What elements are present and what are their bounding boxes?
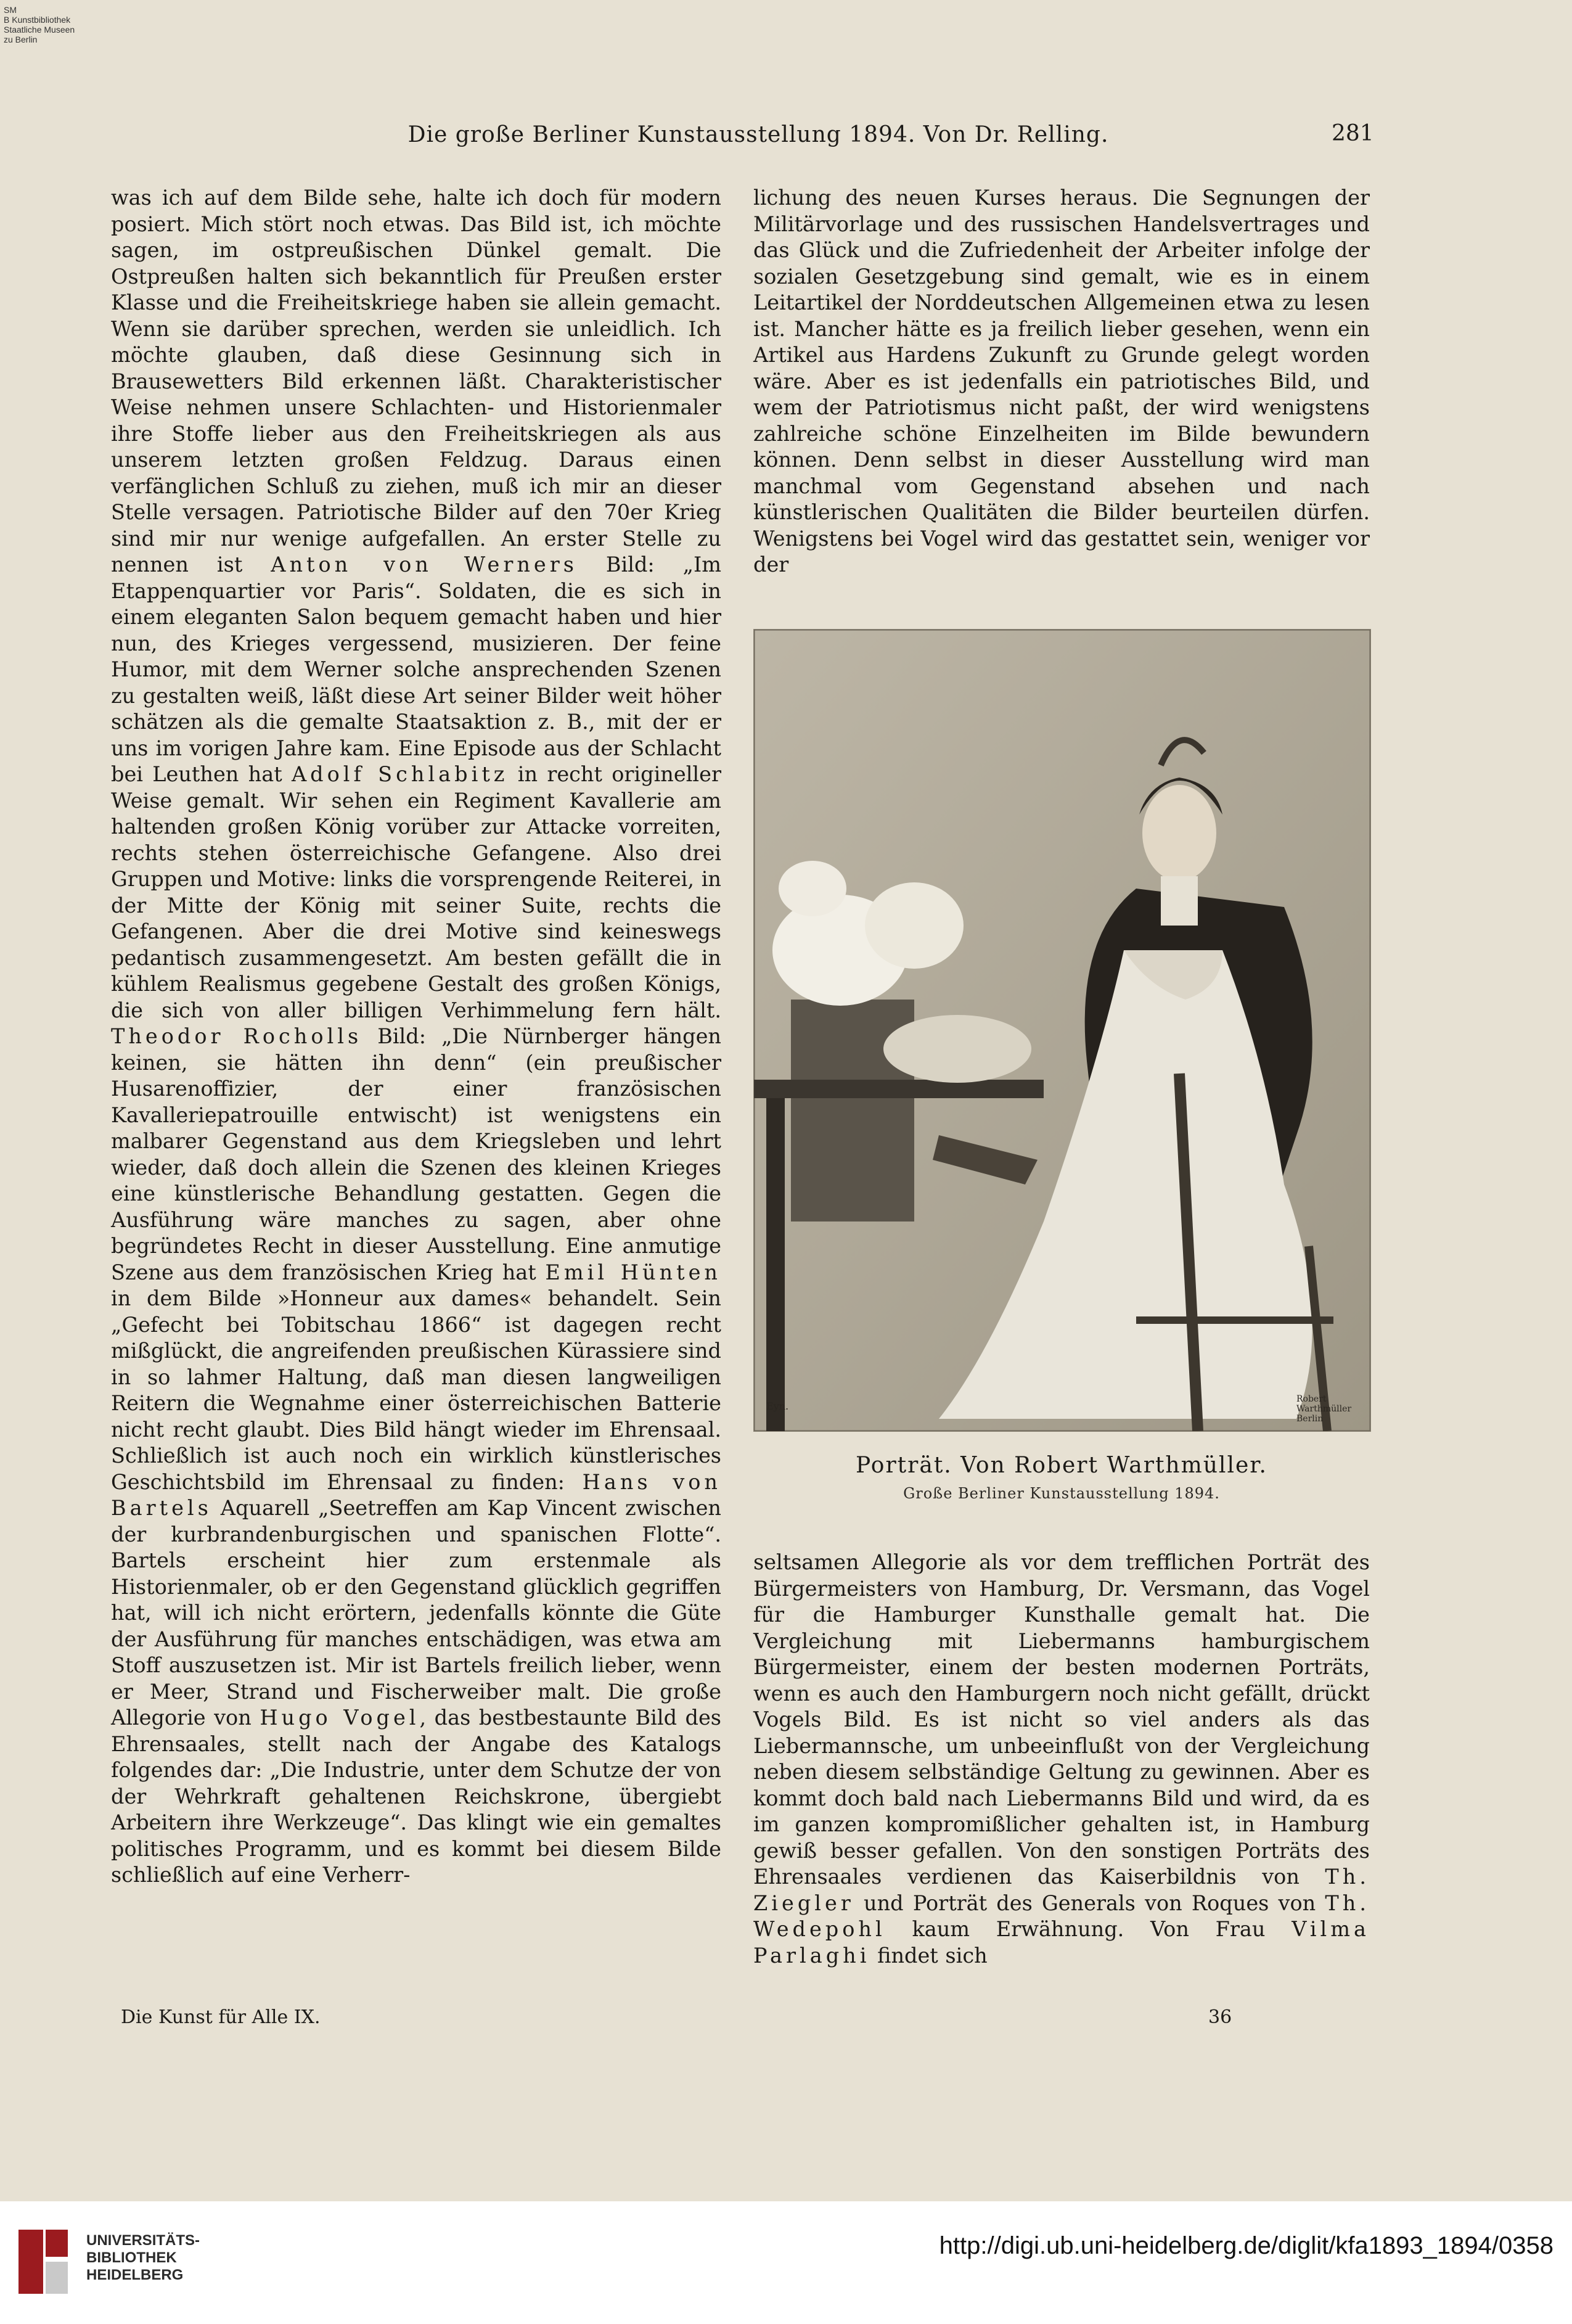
text-run: Aquarell „Seetreffen am Kap Vincent zwischen der kurbrandenburgischen und spanischen Flotte“. Bartels erscheint hier zum erstenmale als Historienmaler, ob er den Gegenstand glücklich gegriffen hat, will ich nicht erörtern, jedenfalls könnte die Güte der Ausführung für manches entschädigen, was etwa am Stoff auszusetzen ist. Mir ist Bartels freilich lieber, wenn er Meer, Strand und Fischerweiber malt. Die große Allegorie von <box>111 1496 721 1730</box>
right-column-top <box>753 185 1370 578</box>
library-name <box>86 2232 200 2284</box>
signature-number: 36 <box>1208 2006 1232 2028</box>
stamp-line: zu Berlin <box>4 35 38 44</box>
permalink-url[interactable]: http://digi.ub.uni-heidelberg.de/diglit/kfa1893_1894/0358 <box>939 2232 1554 2259</box>
figure-caption: Porträt. Von Robert Warthmüller. <box>856 1453 1267 1478</box>
text-run: Bild: „Die Nürnberger hängen keinen, sie hätten ihn denn“ (ein preußischer Husarenoffizier, der einer französischen Kavalleriepatrouille entwischt) ist wenigstens ein malbarer Gegenstand aus dem Kriegsleben und lehrt wieder, daß doch allein die Szenen des kleinen Krieges eine künstlerische Behandlung gestatten. Gegen die Ausführung wäre manches zu sagen, aber ohne begründetes Recht in dieser Ausstellung. Eine anmutige Szene aus dem französischen Krieg hat <box>111 1024 721 1284</box>
artist-name: Vilma Parlaghi <box>753 1917 1370 1968</box>
artist-name: Emil Hünten <box>545 1260 721 1284</box>
artist-name: Anton von Werners <box>271 552 578 577</box>
library-name-line: BIBLIOTHEK <box>86 2249 177 2266</box>
artist-name: Th. Ziegler <box>753 1865 1370 1915</box>
text-run: seltsamen Allegorie als vor dem trefflichen Porträt des Bürgermeisters von Hamburg, Dr. Versmann, das Vogel für die Hamburger Kunsthalle gemalt hat. Die Vergleichung mit Liebermanns hamburgischem Bürgermeister, einem der besten modernen Porträts, wenn es auch den Hamburgern noch nicht gefällt, drückt Vogels Bild. Es ist nicht so viel anders als das Liebermannsche, um unbeeinflußt von der Vergleichung neben diesem selbständige Geltung zu gewinnen. Aber es kommt doch bald nach Liebermanns Bild und wird, da es im ganzen kompromißlicher gehalten ist, in Hamburg gewiß besser gefallen. Von den sonstigen Porträts des Ehrensaales verdienen das Kaiserbildnis von <box>753 1550 1370 1889</box>
artist-monogram: Eyn. <box>766 1400 789 1412</box>
right-column-top-text: lichung des neuen Kurses heraus. Die Segnungen der Militärvorlage und des russischen Handelsvertrages und das Glück und die Zufriedenheit der Arbeiter infolge der sozialen Gesetzgebung sind gemalt, wie es in einem Leitartikel der Norddeutschen Allgemeinen etwa zu lesen ist. Mancher hätte es ja freilich lieber gesehen, wenn ein Artikel aus Hardens Zukunft zu Grunde gelegt worden wäre. Aber es ist jedenfalls ein patriotisches Bild, und wem der Patriotismus nicht paßt, der wird wenigstens zahlreiche schöne Einzelheiten im Bilde bewundern können. Denn selbst in dieser Ausstellung wird man manchmal vom Gegenstand absehen und nach künstlerischen Qualitäten die Bilder beurteilen dürfen. Wenigstens bei Vogel wird das gestattet sein, weniger vor der <box>753 186 1370 577</box>
right-column-bottom <box>753 1550 1370 1969</box>
running-head: Die große Berliner Kunstausstellung 1894. Von Dr. Relling. <box>407 122 1109 147</box>
artist-name: Th. Wedepohl <box>753 1891 1370 1941</box>
artist-name: Hans von Bartels <box>111 1469 721 1520</box>
stamp-line: Staatliche Museen <box>4 25 75 35</box>
right-column-bottom-text <box>753 1550 1370 1969</box>
portrait-illustration <box>753 629 1371 1432</box>
text-run: Bild: „Im Etappenquartier vor Paris“. Soldaten, die es sich in einem eleganten Salon bequem gemacht haben und hier nun, des Krieges vergessend, musizieren. Der feine Humor, mit dem Werner solche ansprechenden Szenen zu gestalten weiß, läßt diese Art seiner Bilder weit höher schätzen als die gemalte Staatsaktion z. B., mit der er uns im vorigen Jahre kam. Eine Episode aus der Schlacht bei Leuthen hat <box>111 552 722 786</box>
text-run: kaum Erwähnung. Von Frau <box>912 1917 1266 1941</box>
text-run: , das bestbestaunte Bild des Ehrensaales, stellt nach der Angabe des Katalogs folgendes dar: „Die Industrie, unter dem Schutze der von der Wehrkraft gehaltenen Reichskrone, übergiebt Arbeitern ihre Werkzeuge“. Das klingt wie ein gemaltes politisches Programm, und es kommt bei diesem Bilde schließlich auf eine Verherr- <box>111 1706 721 1887</box>
text-run: in recht origineller Weise gemalt. Wir sehen ein Regiment Kavallerie am haltenden großen König vorüber zur Attacke vorreiten, rechts stehen österreichische Gefangene. Also drei Gruppen und Motive: links die vorsprengende Reiterei, in der Mitte der König mit seiner Suite, rechts die Gefangenen. Aber die drei Motive sind keineswegs pedantisch zusammengesetzt. Am besten gefällt die in kühlem Realismus gegebene Gestalt des großen Königs, die sich von aller billigen Verhimmelung fern hält. <box>111 762 721 1022</box>
portrait-drawing <box>754 630 1370 1431</box>
painter-signature: Robert Warthmüller Berlin <box>1296 1394 1352 1424</box>
artist-name: Adolf Schlabitz <box>291 762 509 786</box>
left-column <box>111 185 721 1889</box>
left-column-text <box>111 185 721 1889</box>
journal-footer: Die Kunst für Alle IX. <box>121 2006 321 2028</box>
library-name-line: UNIVERSITÄTS- <box>86 2232 200 2249</box>
university-library-logo-icon <box>14 2225 73 2299</box>
text-run: findet sich <box>877 1943 988 1968</box>
page-number: 281 <box>1332 121 1374 146</box>
face-shape <box>1142 785 1216 881</box>
text-run: was ich auf dem Bilde sehe, halte ich doch für modern posiert. Mich stört noch etwas. Das Bild ist, ich möchte sagen, im ostpreußischen Dünkel gemalt. Die Ostpreußen halten sich bekanntlich für Preußen erster Klasse und die Freiheitskriege haben sie allein gemacht. Wenn sie darüber sprechen, werden sie unleidlich. Ich möchte glauben, daß diese Gesinnung sich in Brausewetters Bild erkennen läßt. Charakteristischer Weise nehmen unsere Schlachten- und Historienmaler ihre Stoffe lieber aus den Freiheitskriegen als aus unserem letzten großen Feldzug. Daraus einen verfänglichen Schluß zu ziehen, muß ich mir an dieser Stelle versagen. Patriotische Bilder auf den 70er Krieg sind mir nur wenige aufgefallen. An erster Stelle zu nennen ist <box>111 186 721 577</box>
figure-subcaption: Große Berliner Kunstausstellung 1894. <box>903 1485 1220 1502</box>
stamp-line: B Kunstbibliothek <box>4 15 71 25</box>
text-run: in dem Bilde »Honneur aux dames« behandelt. Sein „Gefecht bei Tobitschau 1866“ ist dagegen recht mißglückt, die angreifenden preußischen Kürassiere sind in so lahmer Haltung, daß man diesen langweiligen Reitern die Wegnahme einer österreichischen Batterie nicht recht glaubt. Dies Bild hängt wieder im Ehrensaal. Schließlich ist auch noch ein wirklich künstlerisches Geschichtsbild im Ehrensaal zu finden: <box>111 1286 721 1494</box>
library-name-line: HEIDELBERG <box>86 2267 184 2283</box>
stamp-line: SM <box>4 5 17 15</box>
artist-name: Theodor Rocholls <box>111 1024 362 1048</box>
library-stamp <box>4 5 75 44</box>
text-run: und Porträt des Generals von Roques von <box>864 1891 1316 1915</box>
artist-name: Hugo Vogel <box>260 1706 420 1730</box>
digitization-footer-bar <box>0 2201 1572 2324</box>
